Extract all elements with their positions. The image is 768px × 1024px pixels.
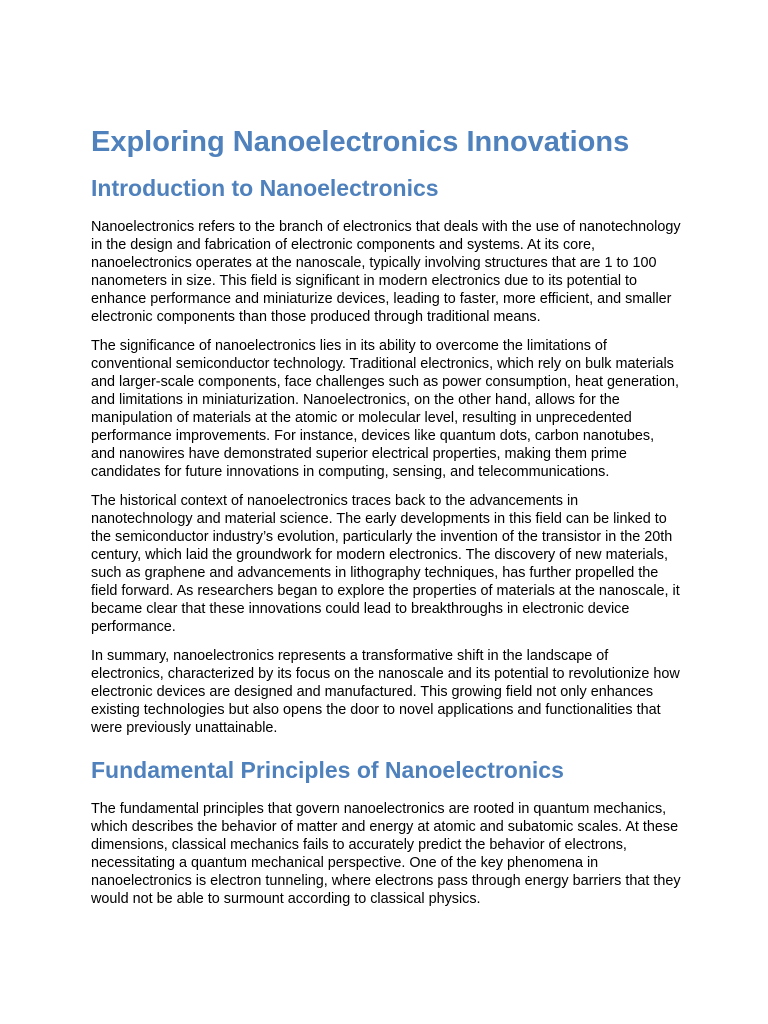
section-heading-introduction: Introduction to Nanoelectronics: [91, 175, 439, 201]
section-heading-fundamental-principles: Fundamental Principles of Nanoelectronics: [91, 757, 564, 783]
document-content: [91, 124, 681, 908]
paragraph: The fundamental principles that govern nanoelectronics are rooted in quantum mechanics, which describes the behavior of matter and energy at atomic and subatomic scales. At these dimensions, classical mechanics fails to accurately predict the behavior of electrons, necessitating a quantum mechanical perspective. One of the key phenomena in nanoelectronics is electron tunneling, where electrons pass through energy barriers that they would not be able to surmount according to classical physics.: [91, 801, 681, 907]
document-title: Exploring Nanoelectronics Innovations: [91, 126, 630, 158]
paragraph: The significance of nanoelectronics lies in its ability to overcome the limitations of conventional semiconductor technology. Traditional electronics, which rely on bulk materials and larger-scale components, face challenges such as power consumption, heat generation, and limitations in miniaturization. Nanoelectronics, on the other hand, allows for the manipulation of materials at the atomic or molecular level, resulting in unprecedented performance improvements. For instance, devices like quantum dots, carbon nanotubes, and nanowires have demonstrated superior electrical properties, making them prime candidates for future innovations in computing, sensing, and telecommunications.: [91, 338, 679, 480]
paragraph: In summary, nanoelectronics represents a transformative shift in the landscape of electronics, characterized by its focus on the nanoscale and its potential to revolutionize how electronic devices are designed and manufactured. This growing field not only enhances existing technologies but also opens the door to novel applications and functionalities that were previously unattainable.: [91, 648, 680, 736]
paragraph: The historical context of nanoelectronics traces back to the advancements in nanotechnology and material science. The early developments in this field can be linked to the semiconductor industry’s evolution, particularly the invention of the transistor in the 20th century, which laid the groundwork for modern electronics. The discovery of new materials, such as graphene and advancements in lithography techniques, has further propelled the field forward. As researchers began to explore the properties of materials at the nanoscale, it became clear that these innovations could lead to breakthroughs in electronic device performance.: [91, 493, 680, 635]
section-fundamental-principles-body: [91, 800, 681, 908]
paragraph: Nanoelectronics refers to the branch of electronics that deals with the use of nanotechnology in the design and fabrication of electronic components and systems. At its core, nanoelectronics operates at the nanoscale, typically involving structures that are 1 to 100 nanometers in size. This field is significant in modern electronics due to its potential to enhance performance and miniaturize devices, leading to faster, more efficient, and smaller electronic components than those produced through traditional means.: [91, 219, 681, 325]
section-introduction-body: [91, 218, 681, 737]
